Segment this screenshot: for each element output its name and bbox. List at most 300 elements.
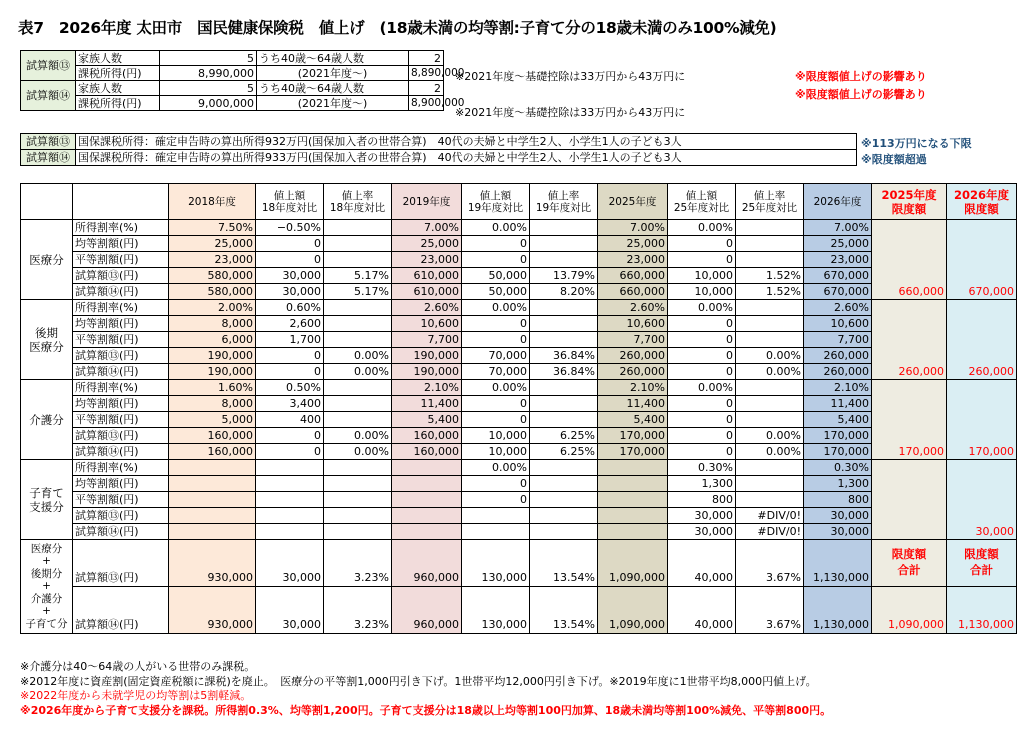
value-cell [530, 316, 598, 332]
deduction-note-14: ※2021年度～基礎控除は33万円から43万円に [455, 106, 686, 119]
value-cell: 13.54% [530, 540, 598, 587]
value-cell [736, 396, 804, 412]
section-label-line: 介護分 [30, 592, 63, 605]
section-label-line: 後期分 [30, 567, 63, 580]
value-cell: 0 [256, 252, 324, 268]
value-cell [392, 476, 462, 492]
value-cell: 0.00% [736, 364, 804, 380]
value-cell: 1,300 [804, 476, 872, 492]
value-cell: 0.00% [462, 380, 530, 396]
header-2019: 2019年度 [392, 184, 462, 220]
value-cell [736, 236, 804, 252]
row-label: 試算額⑬(円) [73, 508, 169, 524]
value-cell: 7.00% [392, 220, 462, 236]
family-label: 家族人数 [76, 81, 160, 96]
table-row [21, 252, 1017, 268]
value-cell: 2.00% [169, 300, 256, 316]
value-cell: 0 [668, 428, 736, 444]
age-label: うち40歳～64歳人数 [257, 81, 409, 96]
value-cell [736, 252, 804, 268]
value-cell: 1.52% [736, 268, 804, 284]
limit-2025-value: 260,000 [898, 365, 944, 378]
value-cell: 1.52% [736, 284, 804, 300]
value-cell [256, 460, 324, 476]
value-cell: 160,000 [169, 444, 256, 460]
header-rate-18: 値上率 18年度対比 [324, 184, 392, 220]
value-cell: 160,000 [392, 444, 462, 460]
value-cell: 5,400 [804, 412, 872, 428]
table-row [21, 524, 1017, 540]
footnote: ※2026年度から子育て支援分を課税。所得割0.3%、均等割1,200円。子育て支援分は18歳以上均等割100円加算、18歳未満均等割100%減免、平等割800円。 [20, 703, 832, 717]
value-cell: 2,600 [256, 316, 324, 332]
value-cell: 10,600 [598, 316, 668, 332]
section-label-line: 介護分 [29, 412, 64, 427]
limit-note-13: ※限度額値上げの影響あり [795, 70, 927, 83]
value-cell: 11,400 [598, 396, 668, 412]
value-cell [462, 524, 530, 540]
value-cell: 2.10% [804, 380, 872, 396]
table-row [21, 460, 1017, 476]
table-row [21, 236, 1017, 252]
row-label: 平等割額(円) [73, 252, 169, 268]
value-cell: 3,400 [256, 396, 324, 412]
row-label: 均等割額(円) [73, 396, 169, 412]
section-label-line: 支援分 [29, 499, 64, 514]
value-cell: 10,000 [668, 284, 736, 300]
value-cell [324, 316, 392, 332]
age-count: 2 [409, 51, 444, 66]
value-cell [530, 332, 598, 348]
value-cell: 25,000 [804, 236, 872, 252]
value-cell: 1,130,000 [804, 540, 872, 587]
value-cell: 3.67% [736, 540, 804, 587]
value-cell: 170,000 [598, 428, 668, 444]
row-label: 試算額⑭(円) [73, 524, 169, 540]
desc-13: 国保課税所得：確定申告時の算出所得932万円(国保加入者の世帯合算) 40代の夫婦と中学生2人、小学生1人の子ども3人 [76, 134, 857, 150]
value-cell: 190,000 [392, 348, 462, 364]
value-cell: 610,000 [392, 268, 462, 284]
limit-total-label-line: 合計 [970, 563, 993, 577]
value-cell [598, 492, 668, 508]
value-cell: 0.60% [256, 300, 324, 316]
value-cell [530, 476, 598, 492]
value-cell: 0 [462, 412, 530, 428]
row-label: 試算額⑬(円) [73, 428, 169, 444]
limit-2026-cell [947, 380, 1017, 460]
value-cell: 400 [256, 412, 324, 428]
limit-total-label-line: 限度額 [964, 547, 999, 561]
value-cell: #DIV/0! [736, 524, 804, 540]
table-row [21, 508, 1017, 524]
limit-2025-cell [872, 220, 947, 300]
row-label: 試算額⑭(円) [73, 284, 169, 300]
value-cell: 0 [256, 348, 324, 364]
value-cell: 0.00% [324, 348, 392, 364]
value-cell: 11,400 [392, 396, 462, 412]
row-label: 試算額⑭(円) [73, 364, 169, 380]
footnotes [20, 660, 831, 718]
limit-2025-total-value: 1,090,000 [872, 587, 947, 634]
section-label-line: + [42, 555, 51, 568]
value-cell: 0.00% [462, 460, 530, 476]
value-cell: 0.00% [736, 444, 804, 460]
row-label: 所得割率(%) [73, 300, 169, 316]
value-cell: 70,000 [462, 348, 530, 364]
value-cell: 0.00% [462, 220, 530, 236]
footnote: ※2022年度から未就学児の均等割は5割軽減。 [20, 689, 252, 702]
value-cell [392, 508, 462, 524]
value-cell: −0.50% [256, 220, 324, 236]
value-cell: 160,000 [392, 428, 462, 444]
section-label-line: 後期 [35, 325, 58, 340]
value-cell [530, 220, 598, 236]
value-cell [530, 380, 598, 396]
row-label: 平等割額(円) [73, 492, 169, 508]
value-cell [530, 524, 598, 540]
value-cell: 36.84% [530, 348, 598, 364]
income-label: 課税所得(円) [76, 96, 160, 111]
value-cell: 580,000 [169, 268, 256, 284]
value-cell: 10,000 [462, 444, 530, 460]
value-cell: 8,000 [169, 396, 256, 412]
desc-tag-13: 試算額⑬ [21, 134, 76, 150]
value-cell: 0.00% [736, 428, 804, 444]
value-cell: 0 [462, 492, 530, 508]
value-cell: 170,000 [598, 444, 668, 460]
limit-2025-value: 170,000 [898, 445, 944, 458]
limit-2026-value: 260,000 [968, 365, 1014, 378]
value-cell: 0.00% [324, 428, 392, 444]
value-cell [256, 524, 324, 540]
value-cell: 0 [668, 444, 736, 460]
value-cell: 3.23% [324, 587, 392, 634]
table-row [21, 492, 1017, 508]
value-cell: 670,000 [804, 268, 872, 284]
value-cell: 0.00% [462, 300, 530, 316]
value-cell: 260,000 [598, 348, 668, 364]
value-cell: 70,000 [462, 364, 530, 380]
value-cell [256, 492, 324, 508]
value-cell [324, 524, 392, 540]
value-cell [324, 252, 392, 268]
value-cell [598, 524, 668, 540]
deduction-note-13: ※2021年度～基礎控除は33万円から43万円に [455, 70, 686, 83]
row-label: 平等割額(円) [73, 332, 169, 348]
value-cell: 30,000 [256, 587, 324, 634]
header-increase-25: 値上額 25年度対比 [668, 184, 736, 220]
value-cell: 30,000 [256, 268, 324, 284]
income-13: 8,990,000 [160, 66, 257, 81]
from-2021-label: (2021年度～) [257, 66, 409, 81]
table-row [21, 364, 1017, 380]
income-14-2021: 8,900,000 [409, 96, 444, 111]
value-cell: 5.17% [324, 268, 392, 284]
value-cell: 10,600 [392, 316, 462, 332]
value-cell [324, 412, 392, 428]
table-row [21, 348, 1017, 364]
table-row [21, 412, 1017, 428]
limit-total-label-line: 合計 [897, 563, 921, 577]
value-cell [324, 300, 392, 316]
header-2025: 2025年度 [598, 184, 668, 220]
section-label [21, 220, 73, 300]
value-cell [324, 332, 392, 348]
value-cell: 160,000 [169, 428, 256, 444]
value-cell [736, 412, 804, 428]
value-cell: 800 [804, 492, 872, 508]
header-blank [21, 184, 73, 220]
section-label-line: 子育て分 [25, 617, 68, 630]
value-cell: 0 [668, 332, 736, 348]
value-cell: 5,400 [598, 412, 668, 428]
value-cell [598, 508, 668, 524]
limit-2025-value: 660,000 [898, 285, 944, 298]
value-cell [530, 412, 598, 428]
row-label: 試算額⑬(円) [73, 268, 169, 284]
from-2021-label: (2021年度～) [257, 96, 409, 111]
family-count: 5 [160, 51, 257, 66]
value-cell: 6.25% [530, 444, 598, 460]
header-increase-19: 値上額 19年度対比 [462, 184, 530, 220]
table-row [21, 380, 1017, 396]
row-label: 所得割率(%) [73, 380, 169, 396]
value-cell [736, 492, 804, 508]
value-cell [392, 524, 462, 540]
value-cell: 6.25% [530, 428, 598, 444]
header-2026: 2026年度 [804, 184, 872, 220]
value-cell [324, 380, 392, 396]
table-row [21, 268, 1017, 284]
limit-2026-value: 170,000 [968, 445, 1014, 458]
value-cell [324, 460, 392, 476]
value-cell: 580,000 [169, 284, 256, 300]
value-cell: 800 [668, 492, 736, 508]
section-label [21, 380, 73, 460]
value-cell: 50,000 [462, 284, 530, 300]
value-cell [324, 476, 392, 492]
limit-note-14: ※限度額値上げの影響あり [795, 88, 927, 101]
value-cell: 960,000 [392, 587, 462, 634]
section-label-line: 医療分 [30, 542, 63, 555]
value-cell: 30,000 [804, 508, 872, 524]
value-cell [324, 492, 392, 508]
value-cell [324, 508, 392, 524]
value-cell [392, 492, 462, 508]
limit-2026-cell [947, 460, 1017, 540]
value-cell: 0 [462, 332, 530, 348]
header-2018: 2018年度 [169, 184, 256, 220]
row-label: 所得割率(%) [73, 460, 169, 476]
income-13-2021: 8,890,000 [409, 66, 444, 81]
value-cell: 960,000 [392, 540, 462, 587]
value-cell: 0.00% [668, 220, 736, 236]
value-cell: 0 [668, 236, 736, 252]
value-cell: 190,000 [169, 348, 256, 364]
section-label-line: + [42, 580, 51, 593]
table-row [21, 316, 1017, 332]
value-cell: 5,000 [169, 412, 256, 428]
value-cell: 0.00% [668, 300, 736, 316]
age-count: 2 [409, 81, 444, 96]
value-cell [392, 460, 462, 476]
value-cell: 2.60% [598, 300, 668, 316]
table-row [21, 540, 1017, 587]
table-row [21, 444, 1017, 460]
value-cell [169, 460, 256, 476]
value-cell: 260,000 [804, 348, 872, 364]
limit-2026-value: 30,000 [975, 525, 1014, 538]
limit-2026-total-value: 1,130,000 [947, 587, 1017, 634]
family-count: 5 [160, 81, 257, 96]
table-header-row [21, 184, 1017, 220]
value-cell: 0.00% [668, 380, 736, 396]
value-cell [324, 236, 392, 252]
table-row [21, 300, 1017, 316]
value-cell: 0 [668, 316, 736, 332]
footnote: ※2012年度に資産割(固定資産税額に課税)を廃止。 医療分の平等割1,000円引き下げ。1世帯平均12,000円引き下げ。※2019年度に1世帯平均8,000円値上げ。 [20, 674, 817, 688]
value-cell [736, 380, 804, 396]
limit-2025-cell [872, 380, 947, 460]
value-cell [169, 476, 256, 492]
value-cell: 130,000 [462, 540, 530, 587]
section-label [21, 460, 73, 540]
value-cell [530, 460, 598, 476]
value-cell: 0 [256, 444, 324, 460]
row-label: 均等割額(円) [73, 476, 169, 492]
value-cell [598, 460, 668, 476]
value-cell: 0.30% [804, 460, 872, 476]
section-label-line: + [42, 605, 51, 618]
value-cell: 0 [462, 252, 530, 268]
value-cell: 25,000 [598, 236, 668, 252]
value-cell: 30,000 [668, 524, 736, 540]
value-cell: 0.00% [324, 444, 392, 460]
income-14: 9,000,000 [160, 96, 257, 111]
table-row [21, 428, 1017, 444]
value-cell [530, 396, 598, 412]
value-cell: 13.54% [530, 587, 598, 634]
value-cell [462, 508, 530, 524]
age-label: うち40歳～64歳人数 [257, 51, 409, 66]
desc-note-14: ※限度額超過 [861, 153, 927, 166]
value-cell: 23,000 [804, 252, 872, 268]
description-table [20, 133, 857, 166]
value-cell [736, 460, 804, 476]
value-cell [736, 220, 804, 236]
value-cell: 8.20% [530, 284, 598, 300]
value-cell: 0 [668, 348, 736, 364]
value-cell: 23,000 [392, 252, 462, 268]
desc-14: 国保課税所得：確定申告時の算出所得933万円(国保加入者の世帯合算) 40代の夫婦と中学生2人、小学生1人の子ども3人 [76, 150, 857, 166]
limit-2026-cell [947, 300, 1017, 380]
table-row [21, 476, 1017, 492]
value-cell: 25,000 [392, 236, 462, 252]
limit-total-label-line: 限度額 [891, 547, 927, 561]
row-label: 均等割額(円) [73, 236, 169, 252]
value-cell: 7,700 [598, 332, 668, 348]
value-cell: 2.60% [804, 300, 872, 316]
value-cell: 0 [668, 412, 736, 428]
value-cell: 0 [462, 396, 530, 412]
value-cell: 1,700 [256, 332, 324, 348]
value-cell [256, 508, 324, 524]
family-label: 家族人数 [76, 51, 160, 66]
value-cell [736, 316, 804, 332]
value-cell: 50,000 [462, 268, 530, 284]
value-cell: 8,000 [169, 316, 256, 332]
value-cell: 1,300 [668, 476, 736, 492]
footnote: ※介護分は40～64歳の人がいる世帯のみ課税。 [20, 660, 256, 673]
value-cell: 30,000 [804, 524, 872, 540]
value-cell: 190,000 [392, 364, 462, 380]
value-cell: 7.50% [169, 220, 256, 236]
value-cell: 30,000 [256, 540, 324, 587]
value-cell: 0.30% [668, 460, 736, 476]
value-cell: 7,700 [804, 332, 872, 348]
header-limit-2026: 2026年度 限度額 [947, 184, 1017, 220]
value-cell: 25,000 [169, 236, 256, 252]
value-cell [169, 524, 256, 540]
header-limit-2025: 2025年度 限度額 [872, 184, 947, 220]
value-cell [736, 476, 804, 492]
value-cell: 3.67% [736, 587, 804, 634]
value-cell: 0 [668, 252, 736, 268]
value-cell [736, 300, 804, 316]
value-cell: 170,000 [804, 444, 872, 460]
value-cell: 30,000 [668, 508, 736, 524]
value-cell [324, 396, 392, 412]
value-cell: 260,000 [804, 364, 872, 380]
value-cell: 3.23% [324, 540, 392, 587]
value-cell: 1,090,000 [598, 587, 668, 634]
limit-2025-cell [872, 300, 947, 380]
table-row [21, 396, 1017, 412]
section-label-line: 医療分 [29, 339, 64, 354]
value-cell: 0.00% [324, 364, 392, 380]
value-cell: 1,090,000 [598, 540, 668, 587]
value-cell: 7.00% [804, 220, 872, 236]
income-label: 課税所得(円) [76, 66, 160, 81]
value-cell: 23,000 [598, 252, 668, 268]
value-cell: 190,000 [169, 364, 256, 380]
value-cell: 7,700 [392, 332, 462, 348]
table-row [21, 284, 1017, 300]
value-cell [530, 252, 598, 268]
value-cell: 170,000 [804, 428, 872, 444]
value-cell [530, 236, 598, 252]
value-cell: 0 [668, 396, 736, 412]
value-cell: 23,000 [169, 252, 256, 268]
section-label [21, 300, 73, 380]
value-cell: 11,400 [804, 396, 872, 412]
table-row [21, 587, 1017, 634]
value-cell: 0 [256, 428, 324, 444]
value-cell: 2.10% [598, 380, 668, 396]
value-cell: 13.79% [530, 268, 598, 284]
limit-2026-total-label [947, 540, 1017, 587]
value-cell: 660,000 [598, 268, 668, 284]
value-cell: 10,000 [668, 268, 736, 284]
value-cell: 0 [256, 236, 324, 252]
value-cell [736, 332, 804, 348]
row-label: 平等割額(円) [73, 412, 169, 428]
desc-note-13: ※113万円になる下限 [861, 137, 972, 150]
row-label: 試算額⑭(円) [73, 444, 169, 460]
value-cell [530, 300, 598, 316]
header-blank [73, 184, 169, 220]
calc-tag-14: 試算額⑭ [21, 81, 76, 111]
value-cell [169, 492, 256, 508]
